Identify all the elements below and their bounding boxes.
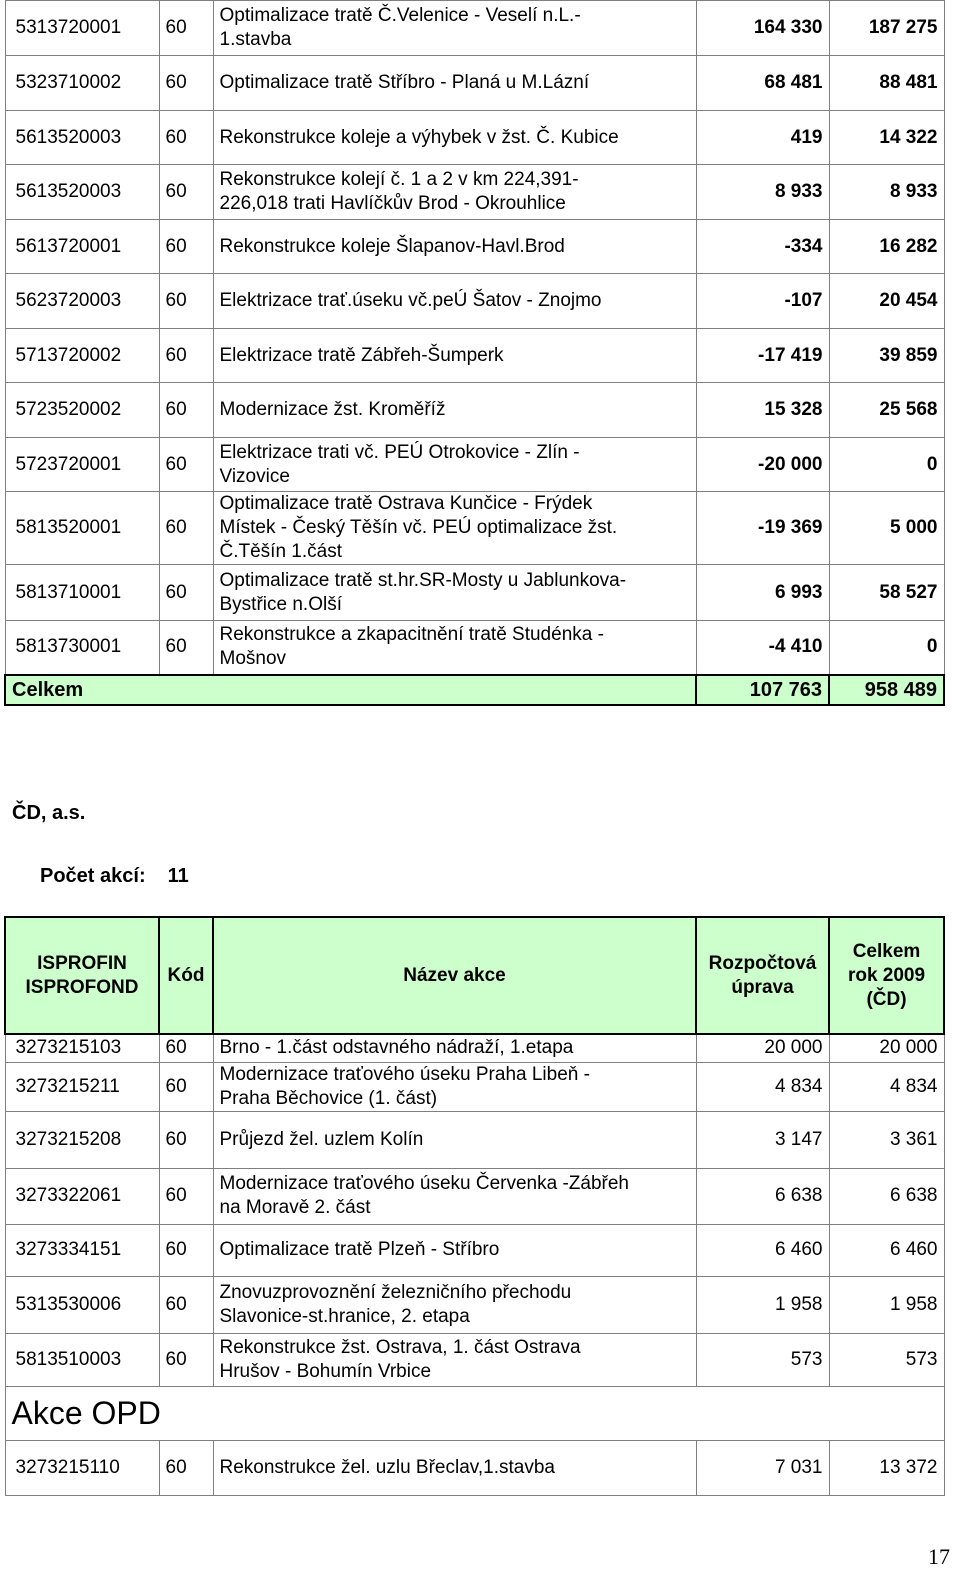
row-name: Rekonstrukce koleje a výhybek v žst. Č. Kubice bbox=[213, 111, 696, 165]
row-kod: 60 bbox=[159, 56, 213, 111]
row-kod: 60 bbox=[159, 1062, 213, 1111]
row-value-a: -17 419 bbox=[696, 329, 829, 383]
bottom-table bbox=[4, 916, 945, 1496]
opd-section-row bbox=[5, 1386, 944, 1440]
row-value-b: 573 bbox=[829, 1333, 944, 1386]
row-kod: 60 bbox=[159, 329, 213, 383]
table-row bbox=[5, 1111, 944, 1168]
bottom-table-body bbox=[5, 1034, 944, 1495]
opd-section-title: Akce OPD bbox=[5, 1386, 944, 1440]
top-table bbox=[4, 0, 945, 706]
row-name: Průjezd žel. uzlem Kolín bbox=[213, 1111, 696, 1168]
row-code: 5613520003 bbox=[5, 165, 159, 220]
row-value-a: -4 410 bbox=[696, 621, 829, 675]
row-name: Znovuzprovoznění železničního přechodu Slavonice-st.hranice, 2. etapa bbox=[213, 1276, 696, 1333]
table-row bbox=[5, 1062, 944, 1111]
row-code: 3273322061 bbox=[5, 1168, 159, 1224]
row-value-a: 419 bbox=[696, 111, 829, 165]
row-kod: 60 bbox=[159, 383, 213, 438]
table-row bbox=[5, 1, 944, 56]
row-value-a: 68 481 bbox=[696, 56, 829, 111]
row-code: 3273215211 bbox=[5, 1062, 159, 1111]
header-kod: Kód bbox=[159, 917, 213, 1034]
row-value-b: 5 000 bbox=[829, 492, 944, 565]
row-kod: 60 bbox=[159, 1111, 213, 1168]
row-name: Optimalizace tratě Plzeň - Stříbro bbox=[213, 1224, 696, 1276]
row-value-a: 8 933 bbox=[696, 165, 829, 220]
table-row bbox=[5, 621, 944, 675]
row-kod: 60 bbox=[159, 1168, 213, 1224]
row-code: 5813730001 bbox=[5, 621, 159, 675]
table-row bbox=[5, 438, 944, 492]
row-value-b: 1 958 bbox=[829, 1276, 944, 1333]
row-value-b: 25 568 bbox=[829, 383, 944, 438]
table-row bbox=[5, 274, 944, 329]
row-kod: 60 bbox=[159, 220, 213, 274]
row-value-a: -334 bbox=[696, 220, 829, 274]
row-kod: 60 bbox=[159, 1034, 213, 1062]
row-value-a: 15 328 bbox=[696, 383, 829, 438]
row-kod: 60 bbox=[159, 165, 213, 220]
action-count-value: 11 bbox=[167, 865, 189, 887]
row-value-b: 58 527 bbox=[829, 565, 944, 621]
row-value-a: 20 000 bbox=[696, 1034, 829, 1062]
row-name: Elektrizace trať.úseku vč.peÚ Šatov - Znojmo bbox=[213, 274, 696, 329]
row-kod: 60 bbox=[159, 1276, 213, 1333]
header-celkem: Celkem rok 2009 (ČD) bbox=[829, 917, 944, 1034]
table-row bbox=[5, 1333, 944, 1386]
row-code: 5723720001 bbox=[5, 438, 159, 492]
row-code: 3273215103 bbox=[5, 1034, 159, 1062]
table-row bbox=[5, 383, 944, 438]
top-table-body bbox=[5, 1, 944, 705]
row-value-b: 8 933 bbox=[829, 165, 944, 220]
table-row bbox=[5, 565, 944, 621]
table-row bbox=[5, 329, 944, 383]
row-value-b: 14 322 bbox=[829, 111, 944, 165]
total-value-b: 958 489 bbox=[829, 675, 944, 705]
table-row bbox=[5, 1224, 944, 1276]
row-value-a: 3 147 bbox=[696, 1111, 829, 1168]
row-name: Optimalizace tratě Stříbro - Planá u M.Lázní bbox=[213, 56, 696, 111]
row-name: Modernizace žst. Kroměříž bbox=[213, 383, 696, 438]
row-name: Rekonstrukce a zkapacitnění tratě Studénka - Mošnov bbox=[213, 621, 696, 675]
table-row bbox=[5, 56, 944, 111]
total-label: Celkem bbox=[5, 675, 696, 705]
row-value-b: 6 638 bbox=[829, 1168, 944, 1224]
row-kod: 60 bbox=[159, 565, 213, 621]
row-value-a: 7 031 bbox=[696, 1440, 829, 1495]
row-value-b: 16 282 bbox=[829, 220, 944, 274]
table-row bbox=[5, 111, 944, 165]
action-count bbox=[40, 865, 189, 888]
row-code: 5713720002 bbox=[5, 329, 159, 383]
row-code: 5813520001 bbox=[5, 492, 159, 565]
row-code: 5313720001 bbox=[5, 1, 159, 56]
row-name: Rekonstrukce koleje Šlapanov-Havl.Brod bbox=[213, 220, 696, 274]
row-kod: 60 bbox=[159, 1, 213, 56]
row-name: Optimalizace tratě st.hr.SR-Mosty u Jablunkova- Bystřice n.Olší bbox=[213, 565, 696, 621]
row-value-a: 164 330 bbox=[696, 1, 829, 56]
table-row bbox=[5, 1034, 944, 1062]
row-kod: 60 bbox=[159, 492, 213, 565]
row-name: Elektrizace trati vč. PEÚ Otrokovice - Zlín - Vizovice bbox=[213, 438, 696, 492]
row-code: 3273215208 bbox=[5, 1111, 159, 1168]
row-code: 3273334151 bbox=[5, 1224, 159, 1276]
header-nazev: Název akce bbox=[213, 917, 696, 1034]
row-code: 5813710001 bbox=[5, 565, 159, 621]
row-value-b: 88 481 bbox=[829, 56, 944, 111]
row-kod: 60 bbox=[159, 1440, 213, 1495]
row-code: 3273215110 bbox=[5, 1440, 159, 1495]
row-kod: 60 bbox=[159, 621, 213, 675]
row-value-a: 1 958 bbox=[696, 1276, 829, 1333]
row-value-a: 6 460 bbox=[696, 1224, 829, 1276]
row-value-b: 0 bbox=[829, 438, 944, 492]
row-value-a: 6 638 bbox=[696, 1168, 829, 1224]
row-code: 5613520003 bbox=[5, 111, 159, 165]
table-row bbox=[5, 220, 944, 274]
row-code: 5323710002 bbox=[5, 56, 159, 111]
row-code: 5613720001 bbox=[5, 220, 159, 274]
table-row bbox=[5, 1276, 944, 1333]
table-row bbox=[5, 1168, 944, 1224]
row-kod: 60 bbox=[159, 438, 213, 492]
table-row bbox=[5, 492, 944, 565]
row-value-a: 6 993 bbox=[696, 565, 829, 621]
row-code: 5313530006 bbox=[5, 1276, 159, 1333]
row-name: Optimalizace tratě Č.Velenice - Veselí n.L.- 1.stavba bbox=[213, 1, 696, 56]
row-value-b: 3 361 bbox=[829, 1111, 944, 1168]
row-name: Optimalizace tratě Ostrava Kunčice - Frýdek Místek - Český Těšín vč. PEÚ optimalizace žst. Č.Těšín 1.část bbox=[213, 492, 696, 565]
action-count-label: Počet akcí: bbox=[40, 865, 146, 887]
total-row bbox=[5, 675, 944, 705]
row-value-b: 0 bbox=[829, 621, 944, 675]
row-name: Rekonstrukce žst. Ostrava, 1. část Ostrava Hrušov - Bohumín Vrbice bbox=[213, 1333, 696, 1386]
row-name: Elektrizace tratě Zábřeh-Šumperk bbox=[213, 329, 696, 383]
row-name: Rekonstrukce kolejí č. 1 a 2 v km 224,391- 226,018 trati Havlíčkův Brod - Okrouhlice bbox=[213, 165, 696, 220]
row-value-b: 4 834 bbox=[829, 1062, 944, 1111]
row-value-a: 573 bbox=[696, 1333, 829, 1386]
row-value-a: -20 000 bbox=[696, 438, 829, 492]
organization-label: ČD, a.s. bbox=[12, 802, 86, 824]
row-value-b: 6 460 bbox=[829, 1224, 944, 1276]
row-value-b: 187 275 bbox=[829, 1, 944, 56]
row-kod: 60 bbox=[159, 274, 213, 329]
row-value-b: 39 859 bbox=[829, 329, 944, 383]
row-value-b: 13 372 bbox=[829, 1440, 944, 1495]
row-name: Modernizace traťového úseku Praha Libeň - Praha Běchovice (1. část) bbox=[213, 1062, 696, 1111]
table-row bbox=[5, 1440, 944, 1495]
row-kod: 60 bbox=[159, 1224, 213, 1276]
header-isprofin: ISPROFIN ISPROFOND bbox=[5, 917, 159, 1034]
row-code: 5623720003 bbox=[5, 274, 159, 329]
row-value-b: 20 000 bbox=[829, 1034, 944, 1062]
row-value-b: 20 454 bbox=[829, 274, 944, 329]
row-name: Brno - 1.část odstavného nádraží, 1.etapa bbox=[213, 1034, 696, 1062]
row-kod: 60 bbox=[159, 111, 213, 165]
row-name: Modernizace traťového úseku Červenka -Zábřeh na Moravě 2. část bbox=[213, 1168, 696, 1224]
row-code: 5813510003 bbox=[5, 1333, 159, 1386]
total-value-a: 107 763 bbox=[696, 675, 829, 705]
row-value-a: -19 369 bbox=[696, 492, 829, 565]
row-name: Rekonstrukce žel. uzlu Břeclav,1.stavba bbox=[213, 1440, 696, 1495]
row-value-a: -107 bbox=[696, 274, 829, 329]
table-row bbox=[5, 165, 944, 220]
row-kod: 60 bbox=[159, 1333, 213, 1386]
row-code: 5723520002 bbox=[5, 383, 159, 438]
page-number: 17 bbox=[928, 1544, 950, 1569]
row-value-a: 4 834 bbox=[696, 1062, 829, 1111]
header-uprava: Rozpočtová úprava bbox=[696, 917, 829, 1034]
